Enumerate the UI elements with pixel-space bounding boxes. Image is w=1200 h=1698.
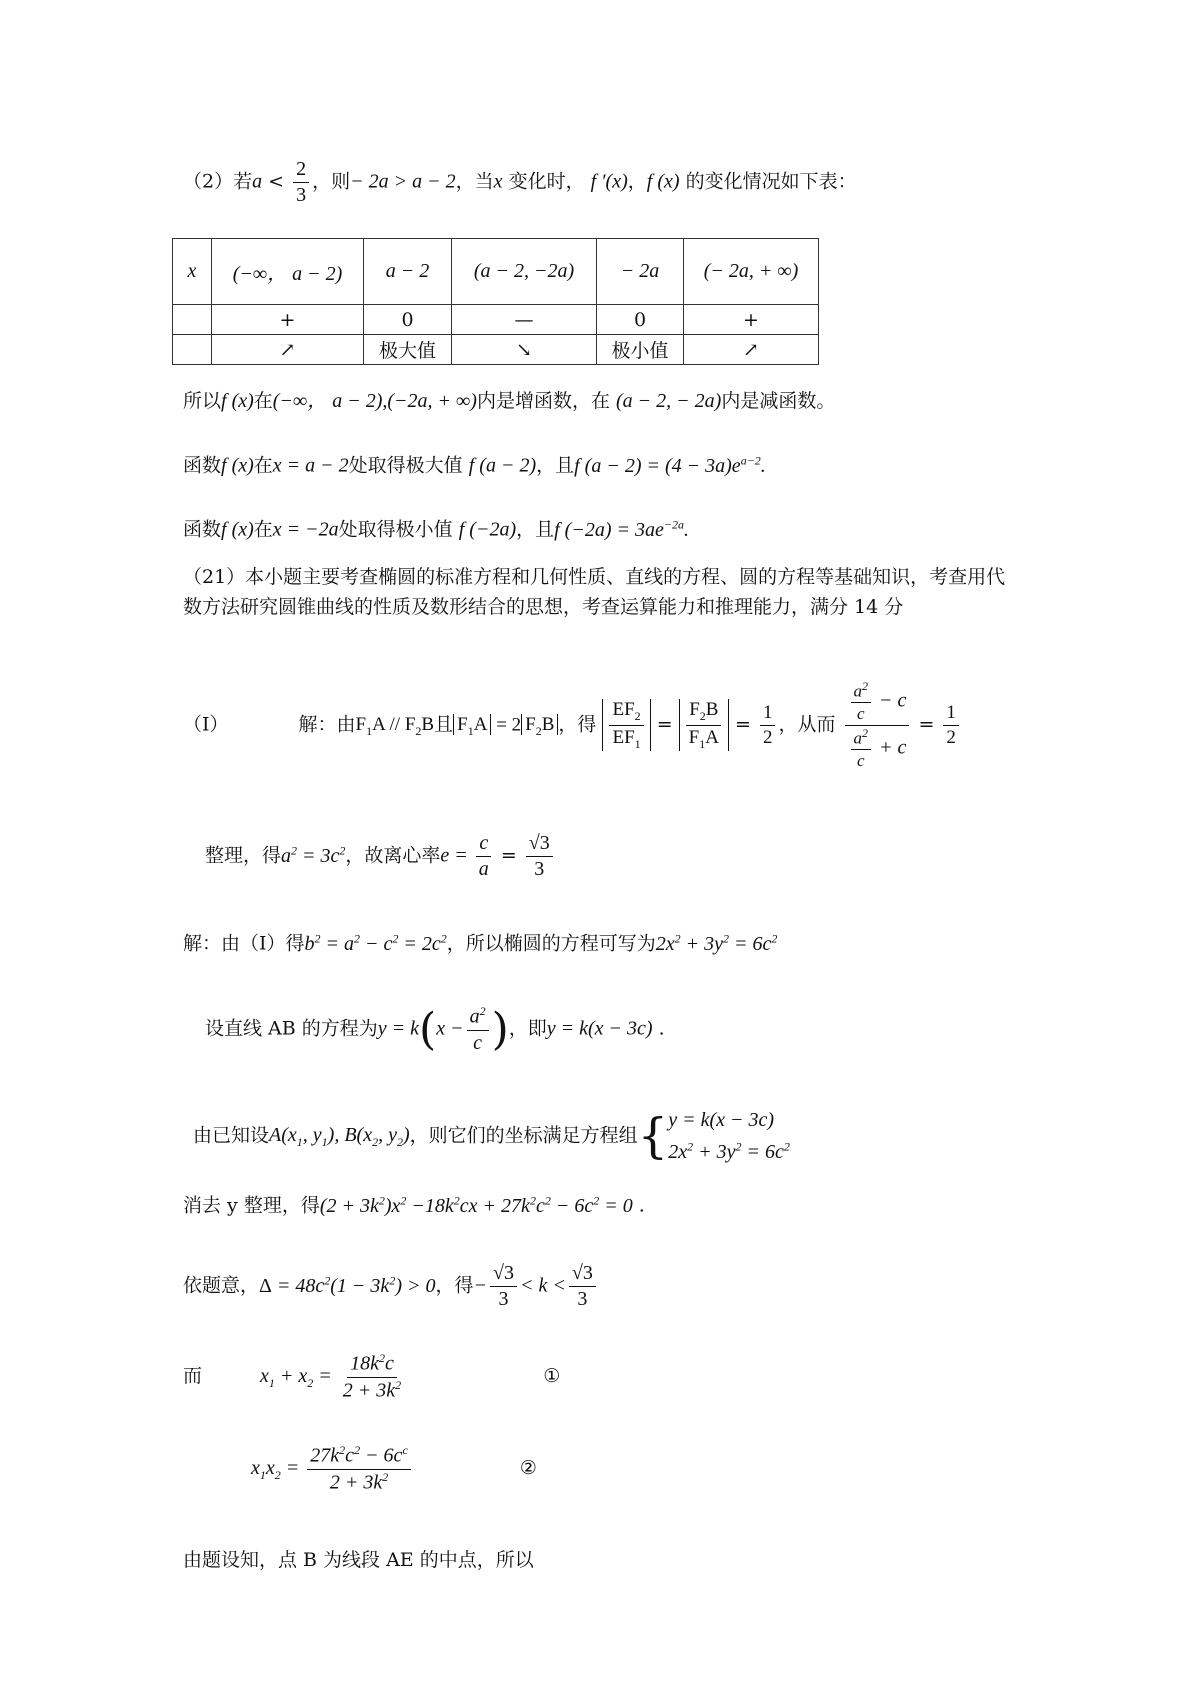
table-cell: (a − 2, −2a) [452,239,597,305]
table-cell: 极小值 [597,335,684,365]
table-cell: (− 2a, + ∞) [684,239,819,305]
table-cell: 0 [364,305,452,335]
table-row-derivative [173,305,819,335]
max-value-line: 函数f (x)在x = a − 2处取得极大值 f (a − 2)，且f $(a - 2) = (4 - 3a)e^{a-2}$. [183,453,766,477]
table-cell: − 2a [597,239,684,305]
condition-line: 依题意，$\Delta = 48c^2(1 - 3k^2) > 0$，得− $\frac{√3}{3}$ < k < $\frac{√3}{3}$ [183,1262,599,1311]
table-cell: ↗ [212,335,364,365]
variation-table [172,238,819,365]
part2-line: 解：由（I）得$b^2 = a^2 - c^2 = 2c^2$，所以椭圆的方程可写为$2x^2 + 3y^2 = 6c^2$ [183,931,778,955]
fraction-two-thirds: $\frac{2}{3}$ [293,158,309,207]
part1-line: （I） 解：由$F_1A // F_2B$且 $F_1A = 2$ $F_2B$ ，得 $\frac{EF_2}{EF_1}$ = $\frac{F_2B}{F_1A}$ = $\frac{1}{2}$ ，从而 $\frac{a^2}{c}$ − c $\frac{a^2}{c}$ + c = $\frac{1}{2}$ [183,680,962,771]
equation-two: $x_1x_2$ = $\frac{27k^2c^2 - 6c^c}{2 + 3k^2}$ ② [251,1443,537,1494]
table-cell: ↘ [452,335,597,365]
table-cell: (−∞， a − 2) [212,239,364,305]
table-cell: — [452,305,597,335]
min-value-line: 函数f (x)在x = −2a处取得极小值 f (−2a)，且f $(-2a) = 3ae^{-2a}$. [183,517,689,541]
equation-one: 而 $x_1 + x_2$ = $\frac{18k^2c}{2 + 3k^2}$ ① [183,1351,561,1402]
system-line: 由已知设$A(x_1$, $y_1$), $B(x_2$, $y_2$)，则它们的坐标满足方程组{ y = k(x − 3c) $2x^2 + 3y^2 = 6c^2$ [193,1108,790,1164]
table-row-function [173,335,819,365]
equation-marker-two: ② [519,1457,537,1480]
monotonic-line: 所以f (x)在(−∞， a − 2),(−2a, + ∞)内是增函数，在 (a − 2, − 2a)内是减函数。 [183,390,836,412]
eccentricity-fraction: $\frac{a^2}{c}$ − c $\frac{a^2}{c}$ + c [845,680,910,771]
q21-intro: （21）本小题主要考查椭圆的标准方程和几何性质、直线的方程、圆的方程等基础知识，考查用代数方法研究圆锥曲线的性质及数形结合的思想，考查运算能力和推理能力，满分 14 分 [183,566,1006,618]
elimination-line: 消去 y 整理，得$(2 + 3k^2)x^2 -18k^2cx + 27k^2c^2 - 6c^2 = 0$ . [183,1193,645,1217]
header-prefix: （2）若 [183,170,253,193]
final-line: 由题设知，点 B 为线段 AE 的中点，所以 [183,1549,534,1571]
table-x-label: x [173,239,212,305]
table-cell: 极大值 [364,335,452,365]
table-row-x [173,239,819,305]
equation-marker-one: ① [543,1365,561,1388]
table-cell: ↗ [684,335,819,365]
table-cell: + [212,305,364,335]
table-cell: + [684,305,819,335]
line-ab: 设直线 AB 的方程为y = k(x − $\frac{a^2}{c}$ )，即y = k(x − 3c) . [205,1003,665,1055]
table-cell: a − 2 [364,239,452,305]
table-cell: 0 [597,305,684,335]
simplify-line: 整理，得$a^2 = 3c^2$，故离心率e = $\frac{c}{a}$ = $\frac{√3}{3}$ [205,832,556,881]
header-line: （2）若a < $\frac{2}{3}$ ，则− 2a > a − 2，当x 变化时， f ′(x)，f (x) 的变化情况如下表： [183,158,857,206]
